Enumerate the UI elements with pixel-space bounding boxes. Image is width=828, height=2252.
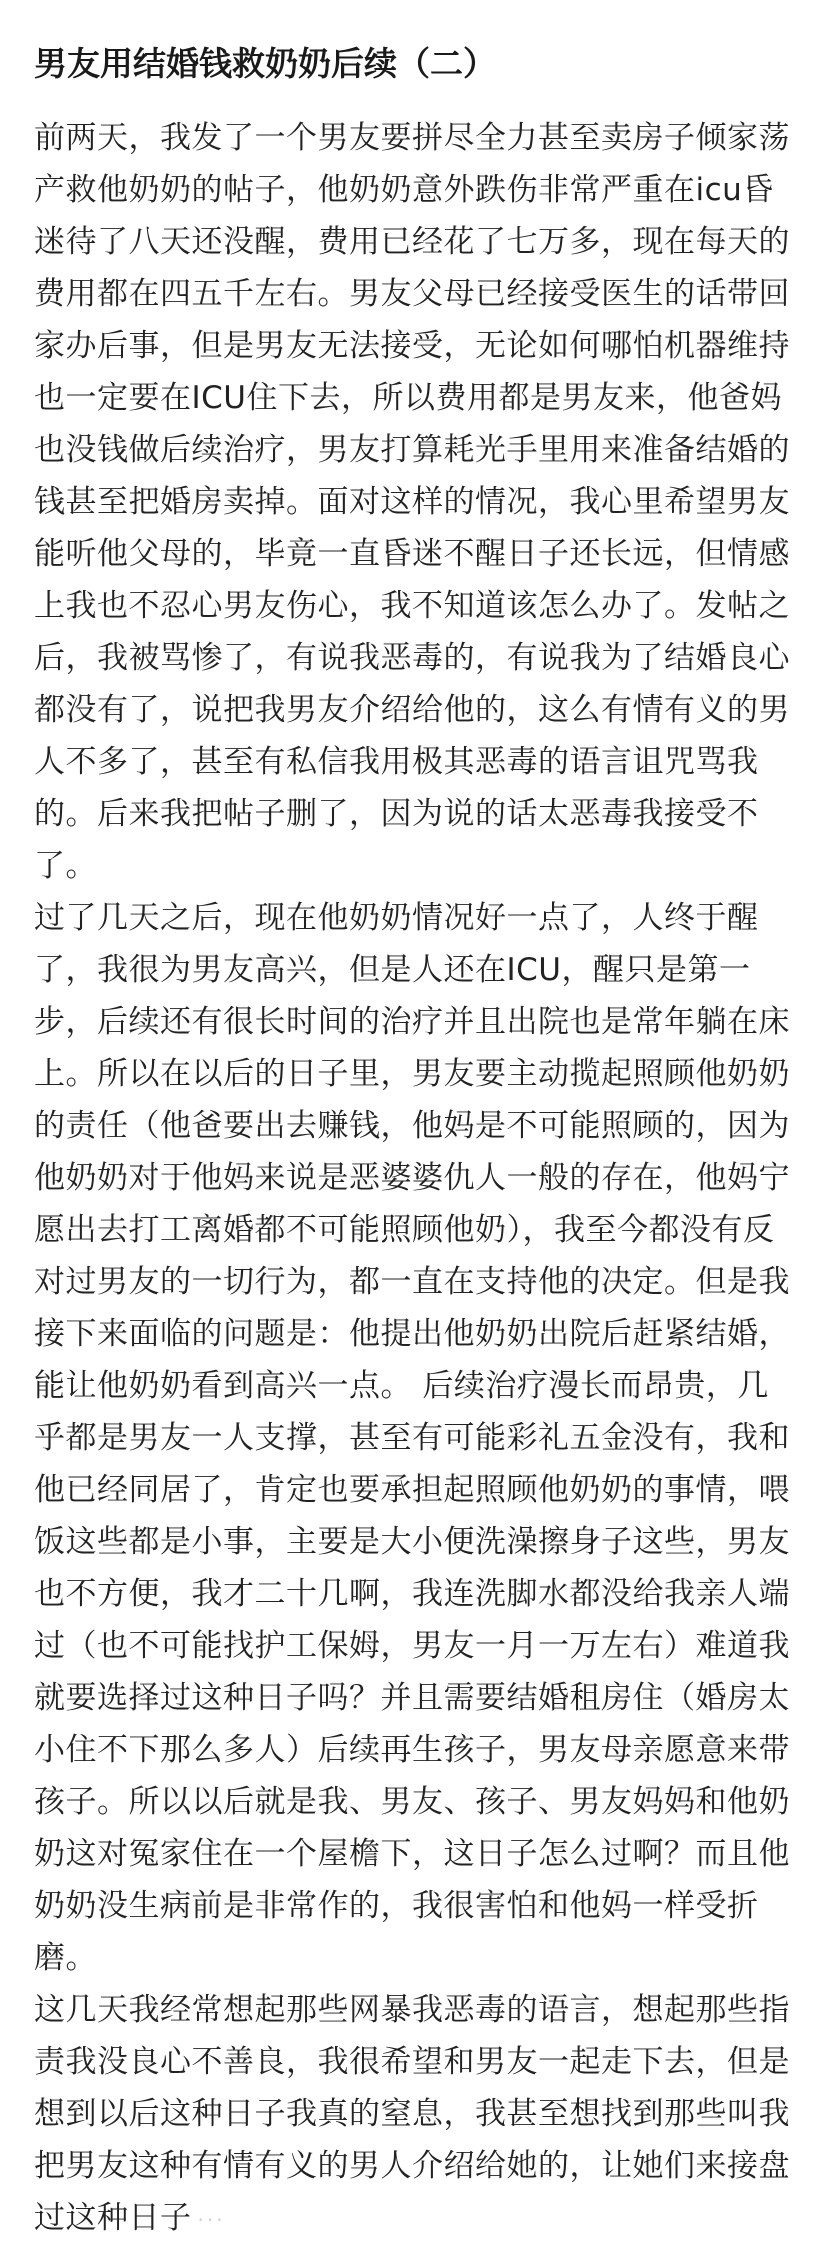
more-dots-icon: ···: [197, 2207, 226, 2232]
post-body: [34, 112, 798, 2246]
post-paragraph: 过了几天之后，现在他奶奶情况好一点了，人终于醒了，我很为男友高兴，但是人还在ICU，醒只是第一步，后续还有很长时间的治疗并且出院也是常年躺在床上。所以在以后的日子里，男友要主动揽起照顾他奶奶的责任（他爸要出去赚钱，他妈是不可能照顾的，因为他奶奶对于他妈来说是恶婆婆仇人一般的存在，他妈宁愿出去打工离婚都不可能照顾他奶），我至今都没有反对过男友的一切行为，都一直在支持他的决定。但是我接下来面临的问题是：他提出他奶奶出院后赶紧结婚，能让他奶奶看到高兴一点。 后续治疗漫长而昂贵，几乎都是男友一人支撑，甚至有可能彩礼五金没有，我和他已经同居了，肯定也要承担起照顾他奶奶的事情，喂饭这些都是小事，主要是大小便洗澡擦身子这些，男友也不方便，我才二十几啊，我连洗脚水都没给我亲人端过（也不可能找护工保姆，男友一月一万左右）难道我就要选择过这种日子吗？并且需要结婚租房住（婚房太小住不下那么多人）后续再生孩子，男友母亲愿意来带孩子。所以以后就是我、男友、孩子、男友妈妈和他奶奶这对冤家住在一个屋檐下，这日子怎么过啊？而且他奶奶没生病前是非常作的，我很害怕和他妈一样受折磨。: [34, 900, 790, 1976]
post-title: 男友用结婚钱救奶奶后续（二）: [34, 44, 496, 83]
post-paragraph-last: [34, 1984, 798, 2246]
post-paragraph: 前两天，我发了一个男友要拼尽全力甚至卖房子倾家荡产救他奶奶的帖子，他奶奶意外跌伤非常严重在icu昏迷待了八天还没醒，费用已经花了七万多，现在每天的费用都在四五千左右。男友父母已经接受医生的话带回家办后事，但是男友无法接受，无论如何哪怕机器维持也一定要在ICU住下去，所以费用都是男友来，他爸妈也没钱做后续治疗，男友打算耗光手里用来准备结婚的钱甚至把婚房卖掉。面对这样的情况，我心里希望男友能听他父母的，毕竟一直昏迷不醒日子还长远，但情感上我也不忍心男友伤心，我不知道该怎么办了。发帖之后，我被骂惨了，有说我恶毒的，有说我为了结婚良心都没有了，说把我男友介绍给他的，这么有情有义的男人不多了，甚至有私信我用极其恶毒的语言诅咒骂我的。后来我把帖子删了，因为说的话太恶毒我接受不了。: [34, 120, 790, 884]
post-paragraph-text: 这几天我经常想起那些网暴我恶毒的语言，想起那些指责我没良心不善良，我很希望和男友一起走下去，但是想到以后这种日子我真的窒息，我甚至想找到那些叫我把男友这种有情有义的男人介绍给她的，让她们来接盘过这种日子: [34, 1992, 790, 2236]
